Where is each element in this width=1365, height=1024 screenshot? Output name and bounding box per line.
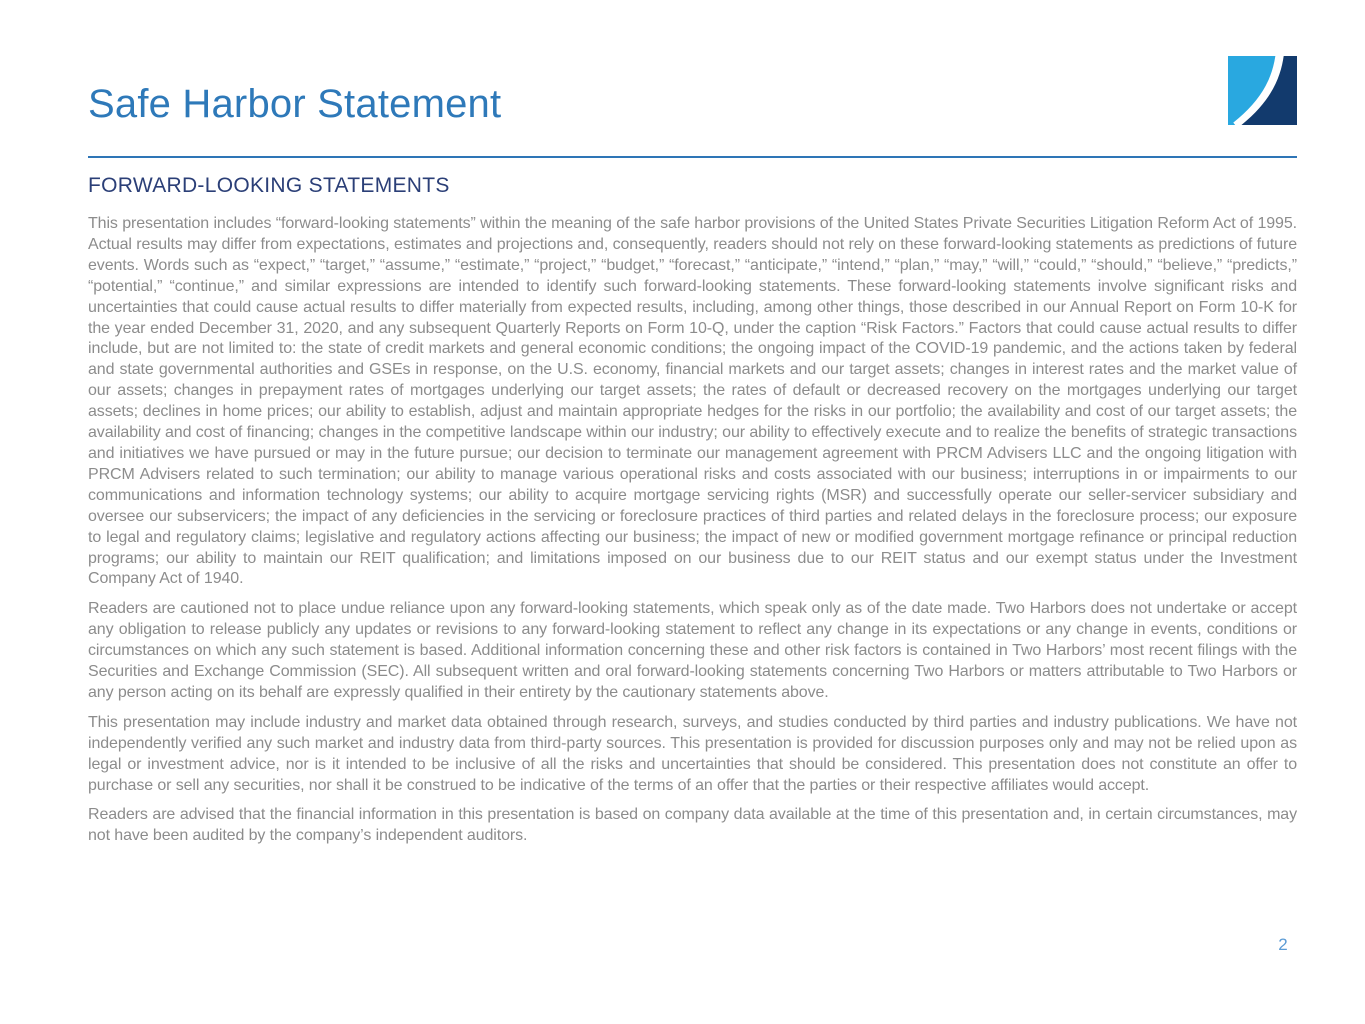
paragraph-forward-looking-risks: This presentation includes “forward-looking statements” within the meaning of the safe harbor provisions of the United States Private Securities Litigation Reform Act of 1995. Actual results may differ from expectations, estimates and projections and, consequently, readers should not rely on these forward-looking statements as predictions of future events. Words such as “expect,” “target,” “assume,” “estimate,” “project,” “budget,” “forecast,” “anticipate,” “intend,” “plan,” “may,” “will,” “could,” “should,” “believe,” “predicts,” “potential,” “continue,” and similar expressions are intended to identify such forward-looking statements. These forward-looking statements involve significant risks and uncertainties that could cause actual results to differ materially from expected results, including, among other things, those described in our Annual Report on Form 10-K for the year ended December 31, 2020, and any subsequent Quarterly Reports on Form 10-Q, under the caption “Risk Factors.” Factors that could cause actual results to differ include, but are not limited to: the state of credit markets and general economic conditions; the ongoing impact of the COVID-19 pandemic, and the actions taken by federal and state governmental authorities and GSEs in response, on the U.S. economy, financial markets and our target assets; changes in interest rates and the market value of our assets; changes in prepayment rates of mortgages underlying our target assets; the rates of default or decreased recovery on the mortgages underlying our target assets; declines in home prices; our ability to establish, adjust and maintain appropriate hedges for the risks in our portfolio; the availability and cost of our target assets; the availability and cost of financing; changes in the competitive landscape within our industry; our ability to effectively execute and to realize the benefits of strategic transactions and initiatives we have pursued or may in the future pursue; our decision to terminate our management agreement with PRCM Advisers LLC and the ongoing litigation with PRCM Advisers related to such termination; our ability to manage various operational risks and costs associated with our business; interruptions in or impairments to our communications and information technology systems; our ability to acquire mortgage servicing rights (MSR) and successfully operate our seller-servicer subsidiary and oversee our subservicers; the impact of any deficiencies in the servicing or foreclosure practices of third parties and related delays in the foreclosure process; our exposure to legal and regulatory claims; legislative and regulatory actions affecting our business; the impact of new or modified government mortgage refinance or principal reduction programs; our ability to maintain our REIT qualification; and limitations imposed on our business due to our REIT status and our exempt status under the Investment Company Act of 1940. <box>88 215 1297 588</box>
page-title: Safe Harbor Statement <box>88 82 502 126</box>
section-heading: FORWARD-LOOKING STATEMENTS <box>88 174 450 197</box>
page-number: 2 <box>1278 935 1288 954</box>
title-divider-line <box>88 156 1297 158</box>
two-harbors-logo-icon <box>1228 56 1297 125</box>
body-text-block <box>88 214 1297 856</box>
paragraph-unaudited-financials: Readers are advised that the financial information in this presentation is based on company data available at the time of this presentation and, in certain circumstances, may not have been audited by the company’s independent auditors. <box>88 806 1297 845</box>
paragraph-reader-caution: Readers are cautioned not to place undue reliance upon any forward-looking statements, which speak only as of the date made. Two Harbors does not undertake or accept any obligation to release publicly any updates or revisions to any forward-looking statement to reflect any change in its expectations or any change in events, conditions or circumstances on which any such statement is based. Additional information concerning these and other risk factors is contained in Two Harbors’ most recent filings with the Securities and Exchange Commission (SEC). All subsequent written and oral forward-looking statements concerning Two Harbors or matters attributable to Two Harbors or any person acting on its behalf are expressly qualified in their entirety by the cautionary statements above. <box>88 600 1297 701</box>
paragraph-industry-data-disclaimer: This presentation may include industry and market data obtained through research, surveys, and studies conducted by third parties and industry publications. We have not independently verified any such market and industry data from third-party sources. This presentation is provided for discussion purposes only and may not be relied upon as legal or investment advice, nor is it intended to be inclusive of all the risks and uncertainties that should be considered. This presentation does not constitute an offer to purchase or sell any securities, nor shall it be construed to be indicative of the terms of an offer that the parties or their respective affiliates would accept. <box>88 713 1297 794</box>
